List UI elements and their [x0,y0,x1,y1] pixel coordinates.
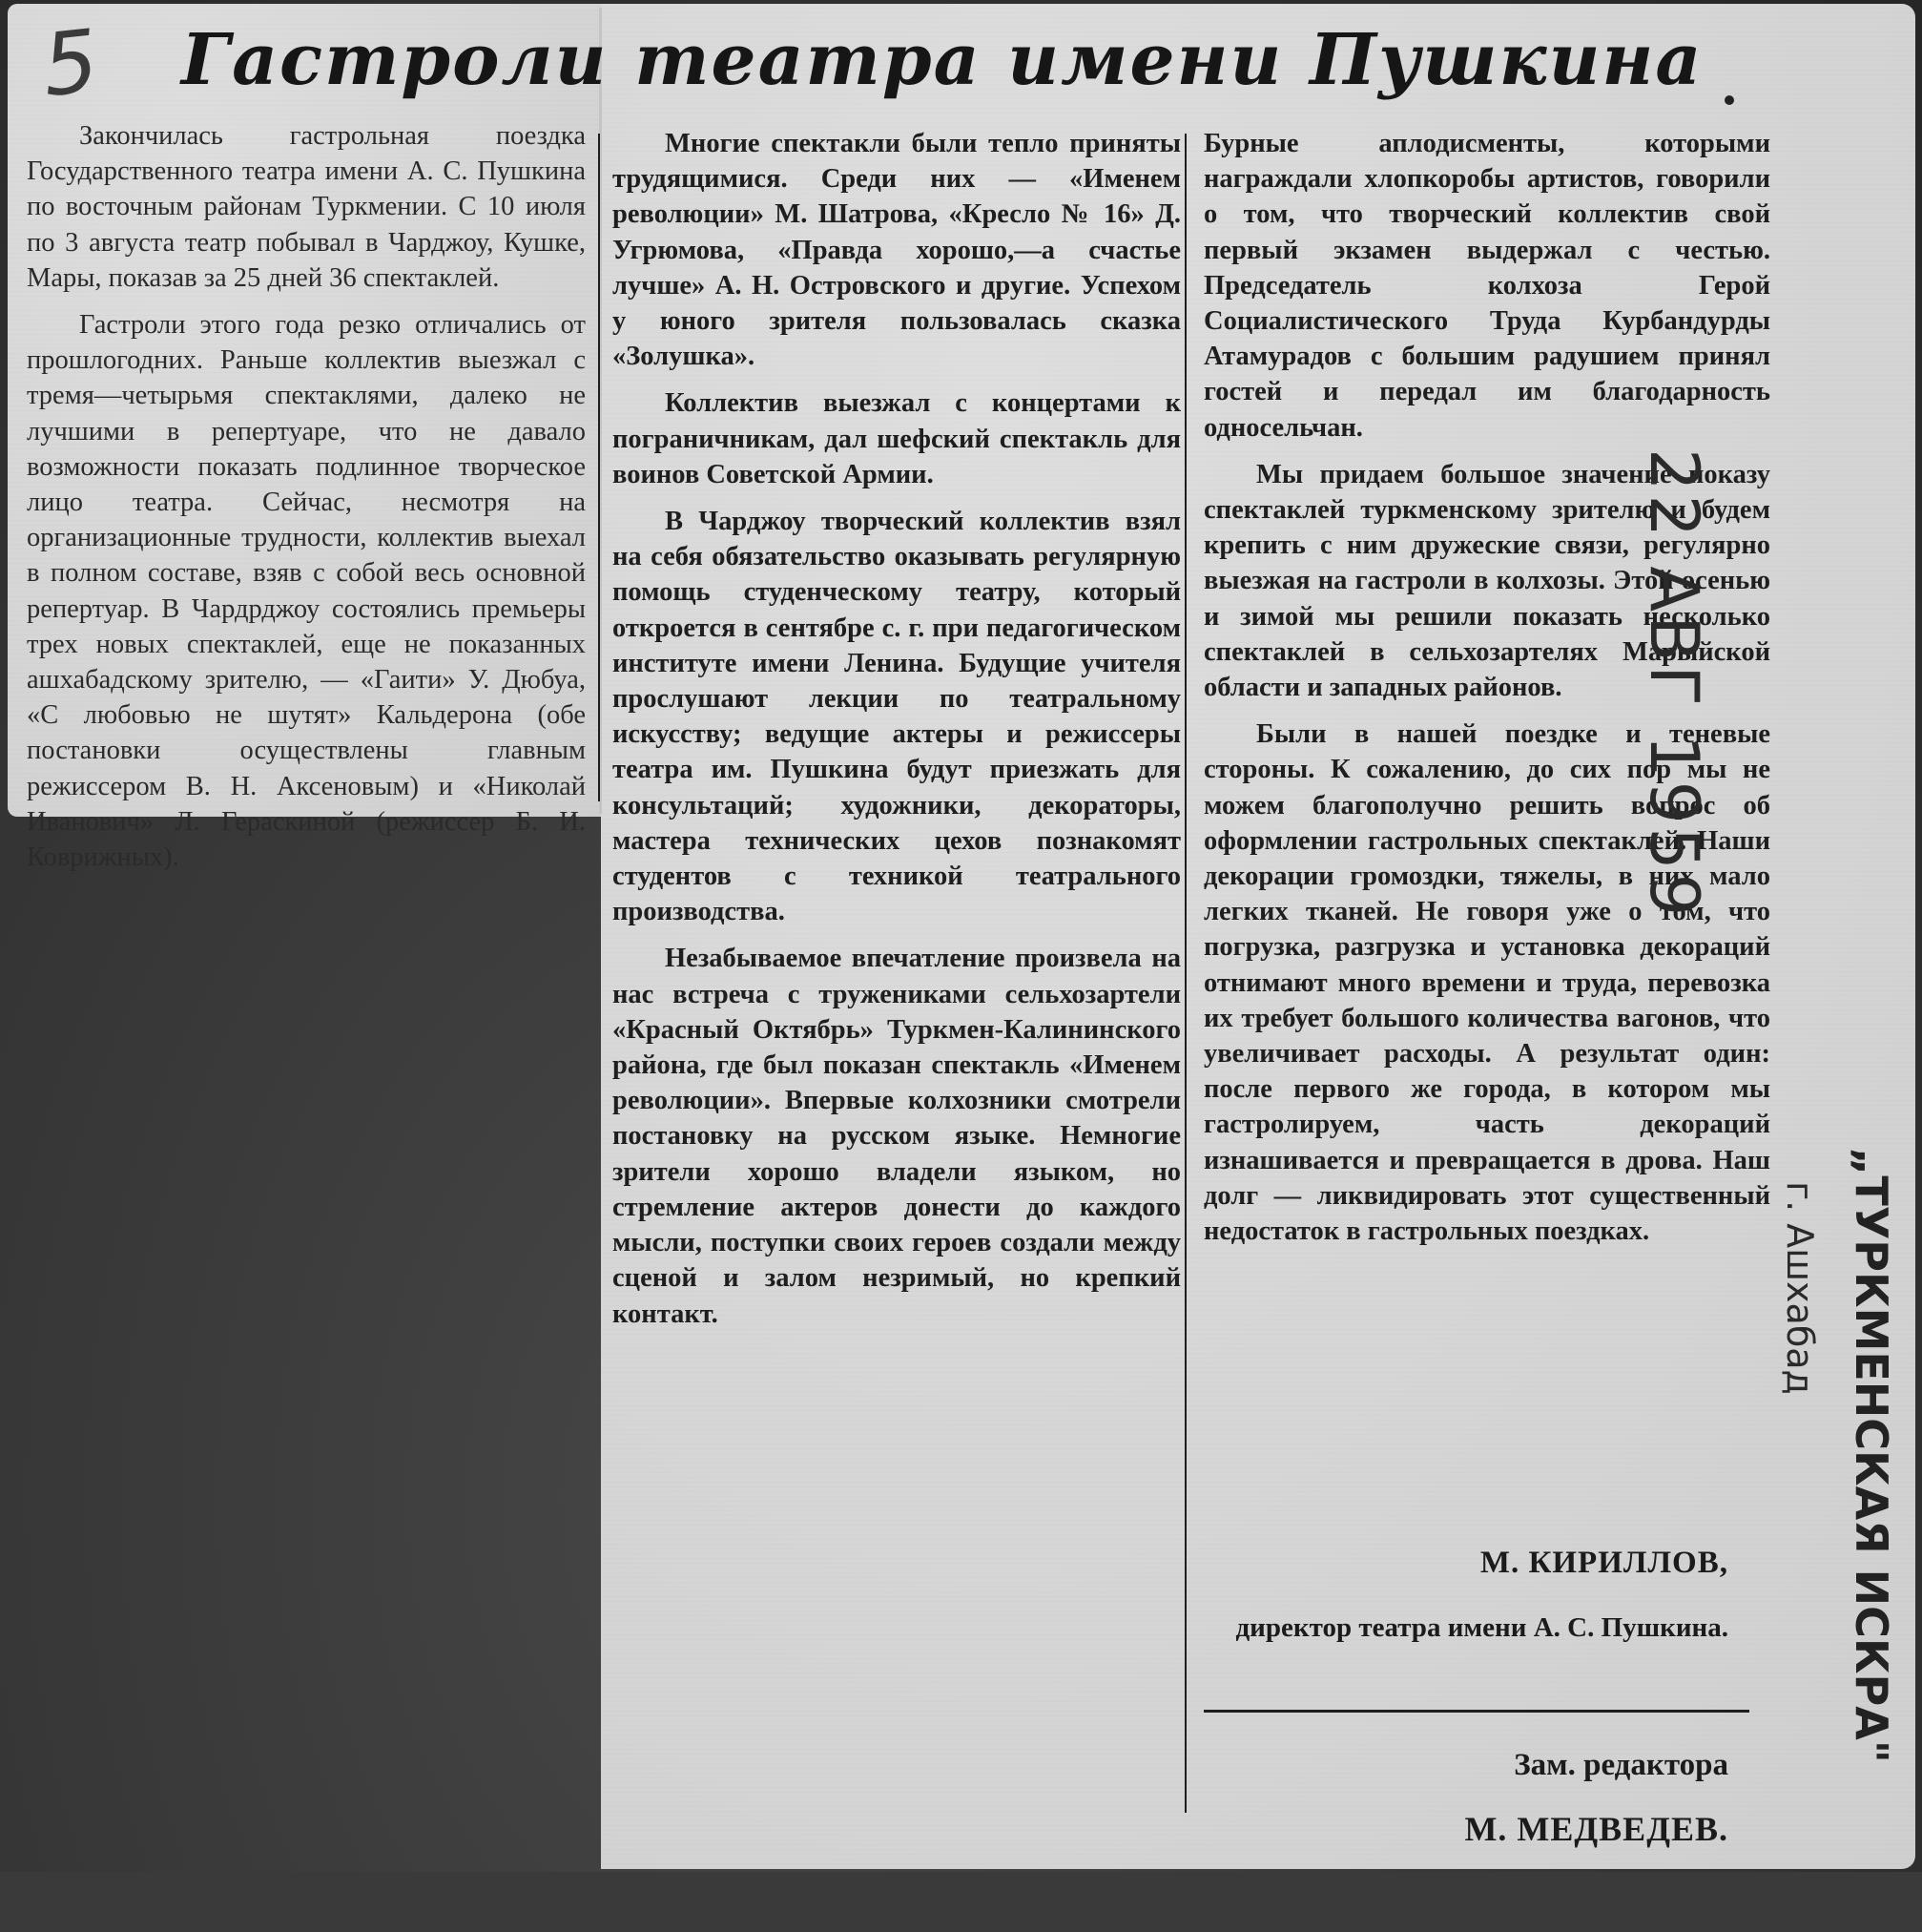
ink-dot [1725,95,1734,105]
paragraph: В Чарджоу творческий коллектив взял на себя обязательство оказывать регулярную помощь студенческому театру, который откроется в сентябре с. г. при педагогическом институте имени Ленина. Будущие учителя прослушают лекции по театральному искусству; ведущие актеры и режиссеры театра им. Пушкина будут приезжать для консультаций; художники, декораторы, мастера технических цехов познакомят студентов с техникой театрального производства. [612,507,1181,927]
article-column-2 [612,126,1181,1839]
paragraph: Мы придаем большое значение показу спектаклей туркменскому зрителю и будем крепить с ним дружеские связи, регулярно выезжая на гастроли в колхозы. Этой осенью и зимой мы решили показать несколько спектаклей в сельхозартелях Марыйской области и западных районов. [1204,459,1770,703]
column-rule-2 [1185,134,1187,1813]
date-stamp: 22 АВГ 1959 [1635,448,1713,921]
author-name: М. КИРИЛЛОВ, [1479,1546,1728,1580]
article-headline: Гастроли театра имени Пушкина [181,19,1704,101]
editor-name: М. МЕДВЕДЕВ. [1464,1810,1728,1848]
paragraph: Были в нашей поездке и теневые стороны. К сожалению, до сих пор мы не можем благополучно решить вопрос об оформлении гастрольных спектаклей. Наши декорации громоздки, тяжелы, в них мало легких тканей. Не говоря уже о том, что погрузка, разгрузка и установка декораций отнимают много времени и труда, перевозка их требует большого количества вагонов, что увеличивает расходы. А результат один: после первого же города, в котором мы гастролируем, часть декораций изнашивается и превращается в дрова. Наш долг — ликвидировать этот существенный недостаток в гастрольных поездках. [1204,719,1770,1247]
paragraph: Гастроли этого года резко отличались от прошлогодних. Раньше коллектив выезжал с тремя—четырьмя спектаклями, далеко не лучшими в репертуаре, что не давало возможности показать подлинное творческое лицо театра. Сейчас, несмотря на организационные трудности, коллектив выехал в полном составе, взяв с собой весь основной репертуар. В Чардрджоу состоялись премьеры трех новых спектаклей, еще не показанных ашхабадскому зрителю, — «Гаити» У. Дюбуа, «С любовью не шутят» Кальдерона (обе постановки осуществлены главным режиссером В. Н. Аксеновым) и «Николай Иванович» Л. Гераскиной (режиссер Б. И. Коврижных). [27,310,586,873]
article-column-1 [27,118,586,873]
paragraph: Многие спектакли были тепло приняты трудящимися. Среди них — «Именем революции» М. Шатрова, «Кресло № 16» Д. Угрюмова, «Правда хорошо,—а счастье лучше» А. Н. Островского и другие. Успехом у юного зрителя пользовалась сказка «Золушка». [612,129,1181,372]
pencil-number-mark: 5 [37,10,103,116]
paragraph: Незабываемое впечатление произвела на нас встреча с тружениками сельхозартели «Красный Октябрь» Туркмен-Калининского района, где был показан спектакль «Именем революции». Впервые колхозники смотрели постановку на русском языке. Немногие зрители хорошо владели языком, но стремление актеров донести до каждого мысли, поступки своих героев создали между сценой и залом незримый, но крепкий контакт. [612,944,1181,1329]
paragraph: Коллектив выезжал с концертами к пограничникам, дал шефский спектакль для воинов Советской Армии. [612,388,1181,489]
editor-title: Зам. редактора [1514,1748,1728,1782]
city-stamp: г. Ашхабад [1779,1181,1821,1395]
newspaper-stamp: „ТУРКМЕНСКАЯ ИСКРА" [1846,1147,1897,1763]
column-rule-1 [598,134,600,801]
paragraph: Бурные аплодисменты, которыми награждали хлопкоробы артистов, говорили о том, что творческий коллектив свой первый экзамен выдержал с честью. Председатель колхоза Герой Социалистического Труда Курбандурды Атамурадов с большим радушием принял гостей и передал им благодарность односельчан. [1204,129,1770,443]
author-title: директор театра имени А. С. Пушкина. [1235,1612,1728,1643]
paragraph: Закончилась гастрольная поездка Государственного театра имени А. С. Пушкина по восточным районам Туркмении. С 10 июля по 3 августа театр побывал в Чарджоу, Кушке, Мары, показав за 25 дней 36 спектаклей. [27,121,586,293]
signature-divider [1204,1710,1749,1713]
